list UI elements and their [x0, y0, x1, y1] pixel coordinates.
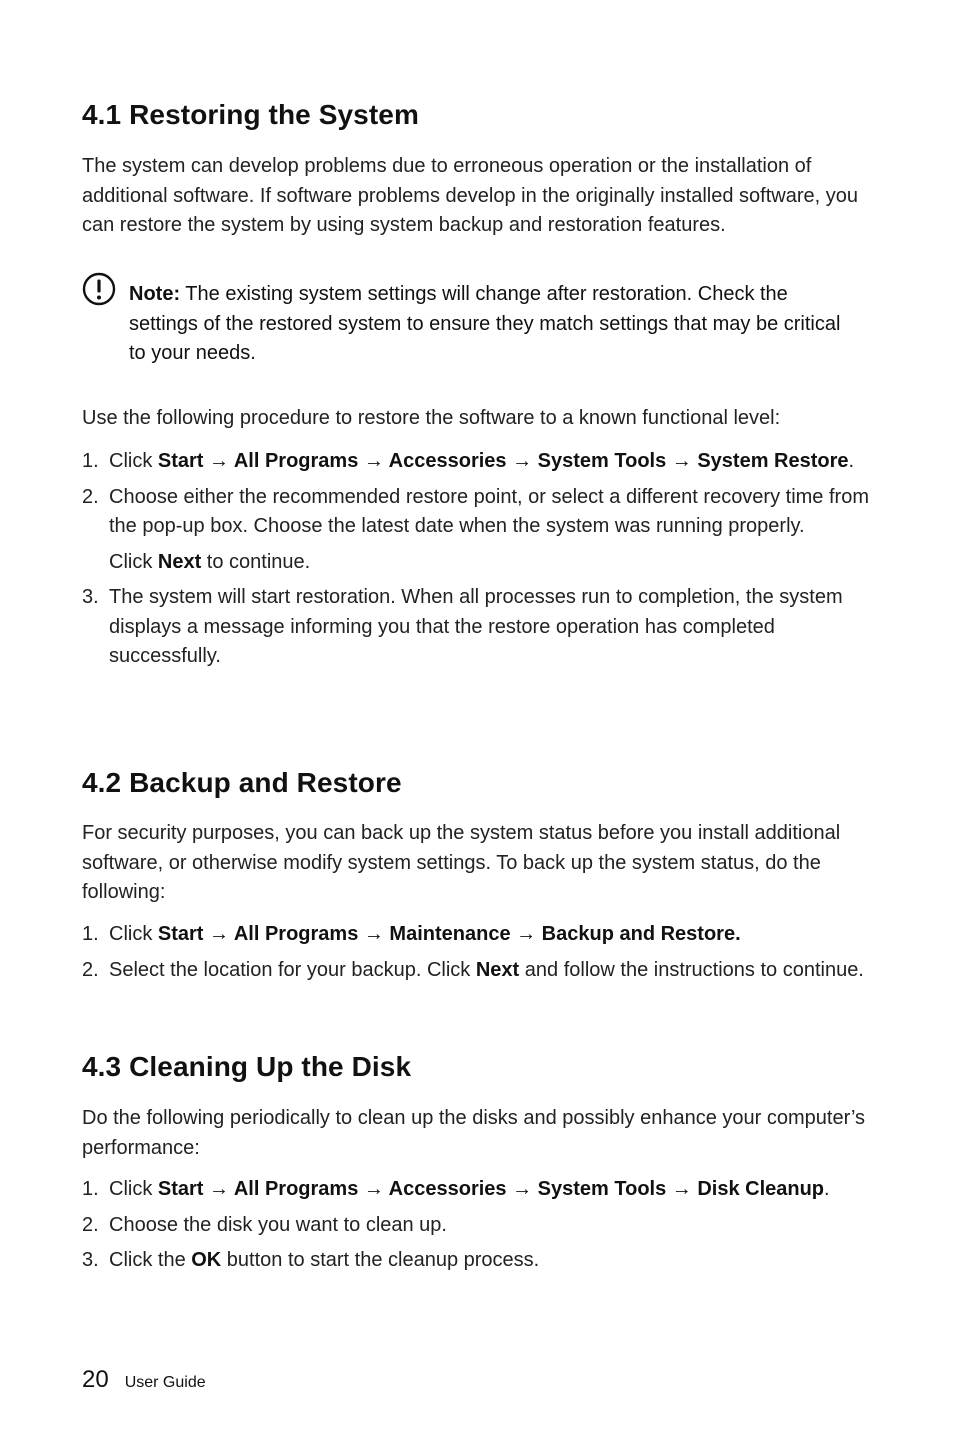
menu-path: Start → All Programs → Accessories → System Tools → System Restore: [157, 450, 849, 472]
step-text: and follow the instructions to continue.: [519, 958, 864, 981]
step-text: .: [848, 450, 855, 472]
list-item: [82, 1246, 872, 1276]
note-body: The existing system settings will change after restoration. Check the settings of the restored system to ensure they match settings that may be critical to your needs.: [129, 283, 841, 364]
procedure-intro: Use the following procedure to restore the software to a known functional level:: [82, 407, 781, 429]
step-text: Click: [109, 923, 158, 945]
section3-intro: Do the following periodically to clean up the disks and possibly enhance your computer’s performance:: [82, 1107, 866, 1159]
list-item: [82, 583, 872, 672]
step-number: 1.: [82, 450, 99, 472]
list-item: [82, 1211, 872, 1241]
menu-path: Start → All Programs → Accessories → System Tools → Disk Cleanup: [157, 1178, 825, 1200]
section-heading-backup: 4.2 Backup and Restore: [82, 767, 402, 798]
step-number: 1.: [82, 1178, 99, 1200]
step-text: Click: [109, 450, 158, 472]
step-number: 2.: [82, 485, 99, 508]
step-text: button to start the cleanup process.: [221, 1249, 540, 1271]
list-item: [82, 483, 872, 578]
step-text: The system will start restoration. When all processes run to completion, the system displays a message informing you that the restore operation has completed successfully.: [109, 586, 843, 667]
cleanup-steps-list: [82, 1175, 872, 1276]
list-item: [82, 956, 872, 986]
list-item: [82, 1175, 872, 1205]
step-number: 3.: [82, 586, 99, 608]
page-footer: [82, 1366, 206, 1394]
exclamation-circle-icon: [82, 272, 116, 306]
next-button-ref: Next: [157, 550, 202, 573]
note-label: Note:: [129, 283, 181, 305]
section1-intro: The system can develop problems due to erroneous operation or the installation of additional software. If software problems develop in the originally installed software, you can restore the system by using system backup and restoration features.: [82, 155, 858, 236]
menu-path: Start → All Programs → Maintenance → Backup and Restore.: [157, 923, 741, 945]
restore-steps-list: [82, 447, 872, 672]
step-text: Click: [109, 550, 158, 573]
next-button-ref: Next: [475, 958, 520, 981]
step-number: 2.: [82, 1213, 99, 1236]
section2-intro: For security purposes, you can back up the system status before you install additional software, or otherwise modify system settings. To back up the system status, do the following:: [82, 822, 841, 903]
note-text: [129, 280, 859, 369]
list-item: [82, 920, 872, 950]
footer-label: User Guide: [124, 1374, 206, 1391]
step-text: Click: [109, 1178, 158, 1200]
ok-button-ref: OK: [191, 1249, 222, 1271]
section-heading-cleanup: 4.3 Cleaning Up the Disk: [82, 1051, 412, 1082]
step-number: 2.: [82, 958, 99, 981]
step-text: Choose the disk you want to clean up.: [109, 1213, 447, 1236]
backup-steps-list: [82, 920, 872, 985]
step-number: 1.: [82, 923, 99, 945]
step-text: Click the: [109, 1249, 192, 1271]
step-text: Choose either the recommended restore point, or select a different recovery time from the pop-up box. Choose the latest date when the system was running properly.: [109, 485, 869, 537]
list-item: [82, 447, 872, 477]
step-text: Select the location for your backup. Click: [109, 958, 476, 981]
section-heading-restoring: 4.1 Restoring the System: [82, 99, 419, 130]
step-text: to continue.: [201, 550, 311, 573]
step-text: .: [824, 1178, 830, 1200]
page-number: 20: [82, 1366, 109, 1393]
step-number: 3.: [82, 1249, 99, 1271]
step-subtext: [109, 548, 872, 578]
